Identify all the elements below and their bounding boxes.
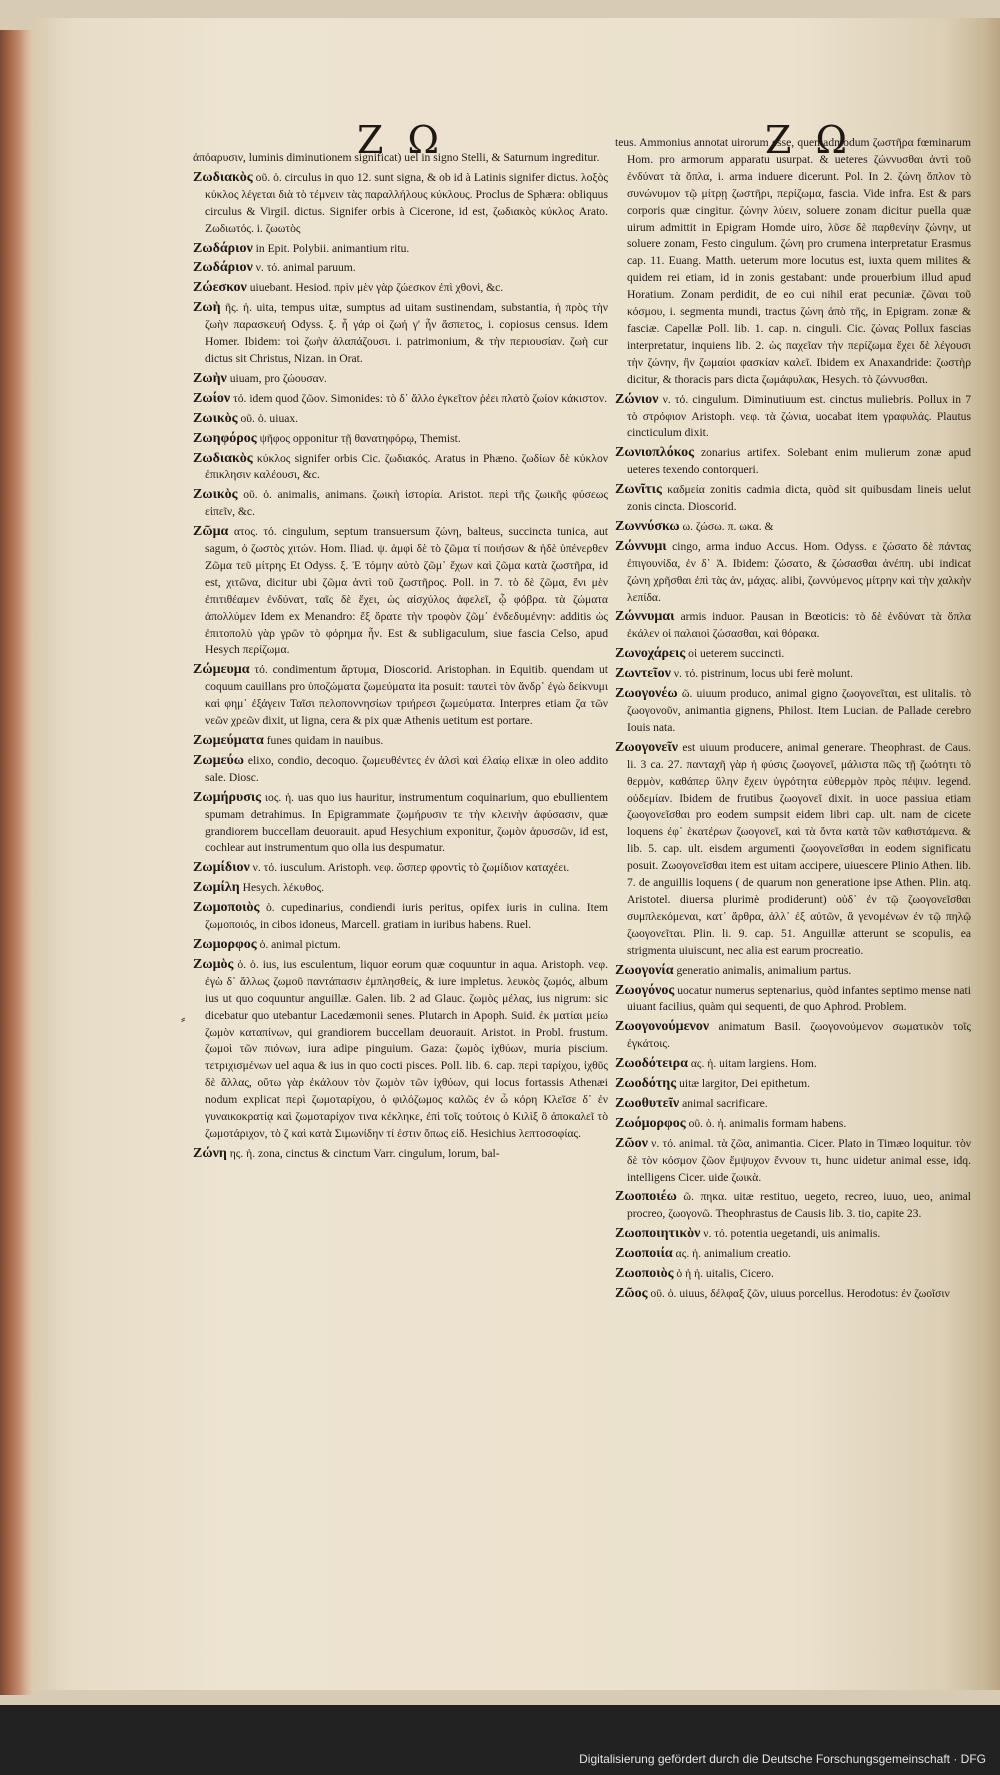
headword: Ζωδάριον (193, 260, 253, 276)
headword: Ζώμευμα (193, 662, 250, 678)
definition-text: τό. idem quod ζῶον. Simonides: τὸ δ᾽ ἄλλο ἐγκεῖτον ῥέει πλατὸ ζωίον κάκιστον. (233, 391, 607, 405)
dictionary-entry (193, 880, 608, 897)
dictionary-entry (615, 1246, 971, 1263)
headword: Ζῶον (615, 1135, 648, 1151)
definition-text: ὁ. cupedinarius, condiendi iuris peritus, opifex iuris in culina. Item ζωμοποιός, in cibos idoneus, Marcell. gratiam in iuribus habens. Ruel. (205, 901, 608, 932)
definition-text: οῦ. ὁ. uiuus, δέλφαξ ζῶν, uiuus porcellus. Herodotus: ἐν ζωοῖσιν (650, 1287, 950, 1300)
page-edge (980, 18, 1000, 1690)
definition-text: ν. τό. animal paruum. (255, 261, 356, 275)
dictionary-entry (193, 260, 608, 277)
headword: Ζωοποιέω (615, 1189, 677, 1205)
definition-text: cingo, arma induo Accus. Hom. Odyss. ε ζώσατο δὲ πάντας ἐπιγουνίδα, ἐν δ᾽ Ἀ. Ibidem: ζώσατο, & ζώσασθαι ἀνέπη. ubi indicat ζώνη χρῆσθαι ἐπὶ τὰς ἀν, μάχας. alibi, ζωννύμενος μίτρην καὶ τὴν χαλκὴν λεπίδα. (627, 539, 971, 604)
definition-text: ιος. ἡ. uas quo ius hauritur, instrumentum coquinarium, quo ebullientem spumam detrahimus. In Epigrammate ζωμήρυσιν τε τὴν κλεινὴν ἀφύσασιν, quæ grandiorem buccellam deuorauit. apud Hesychium exponitur, ζωμὸν ἀρυσσῶν, id est, cochlear aut instrumentum quo olla ius despumatur. (205, 790, 608, 855)
definition-text: uitæ largitor, Dei epithetum. (679, 1077, 811, 1091)
definition-text: οῦ. ὁ. animalis, animans. ζωικὴ ἱστορία. Aristot. περὶ τῆς ζωικῆς φύσεως εἰπεῖν, &c. (205, 488, 609, 519)
definition-text: ἀπόαρυσιν, luminis diminutionem significat) uel in signo Stelli, & Saturnum ingreditur. (193, 151, 600, 164)
headword: Ζωοθυτεῖν (615, 1095, 680, 1111)
dictionary-entry (615, 392, 971, 443)
credit-text: Digitalisierung gefördert durch die Deutsche Forschungsgemeinschaft · DFG (579, 1752, 986, 1766)
headword: Ζωμεύματα (193, 733, 264, 748)
headword: Ζωμίδιον (193, 860, 250, 876)
dictionary-entry (615, 646, 971, 663)
dictionary-entry (193, 860, 608, 877)
definition-text: ῆς. ἡ. uita, tempus uitæ, sumptus ad uitam sustinendam, substantia, ἡ πρὸς τὴν ζωὴν παρασκευή Odyss. ξ. ἦ γάρ οἱ ζωή γ' ἦν ἄσπετος, i. copiosus census. Idem Homer. Ibidem: τοὶ ζωὴν ἀλαπάζουσι. i. patrimonium, & τὴν περιουσίαν. ζωὴ cur dictus sit Christus, Nizan. in Orat. (205, 301, 609, 365)
dictionary-entry (615, 1019, 971, 1053)
dictionary-entry (193, 300, 608, 368)
headword: Ζωογονούμενον (615, 1019, 710, 1035)
dictionary-entry (615, 1116, 971, 1133)
definition-text: ν. τό. potentia uegetandi, uis animalis. (703, 1227, 881, 1241)
headword: Ζωοδότης (615, 1076, 677, 1092)
definition-text: ν. τό. animal. τὰ ζῶα, animantia. Cicer. Plato in Timæo loquitur. τὸν δὲ τὸν κόσμον ζῶον ἔμψυχον ἔννουν τι, hunc uidetur animal esse, idq. intelligens Cicer. uide ζωικὰ. (627, 1136, 971, 1184)
dictionary-entry (615, 963, 971, 980)
dictionary-entry (193, 662, 608, 730)
definition-text: οἱ ueterem succincti. (688, 647, 785, 661)
definition-text: ω. ζώσω. π. ωκα. & (682, 519, 774, 533)
definition-text: uocatur numerus septenarius, quòd infantes septimo mense nati uiuant facilius, quàm qui sequenti, de quo Aphrod. Problem. (627, 983, 971, 1014)
headword: Ζωννύσκω (615, 518, 680, 534)
definition-text: ν. τό. cingulum. Diminutiuum est. cinctus muliebris. Pollux in 7 τὸ στρόφιον Aristoph. νεφ. τὰ ζώνια, uocabat item γραφυλάς. Plautus cincticulum dixit. (627, 392, 971, 440)
definition-text: elixo, condio, decoquo. ζωμευθέντες ἐν ἁλσὶ καὶ ἐλαίῳ elixæ in oleo addito sale. Diosc. (205, 753, 608, 784)
definition-text: ῶ. uiuum produco, animal gigno ζωογονεῖται, est ulitalis. τὸ ζωογονοῦν, animantia gignens, Philost. Item Lucian. de Pallade cerebro Iouis nata. (627, 687, 971, 734)
definition-text: uiuebant. Hesiod. πρὶν μὲν γὰρ ζώεσκον ἐπὶ χθονὶ, &c. (249, 281, 504, 295)
headword: Ζωικὸς (193, 410, 238, 426)
headword: Ζωμίλη (193, 880, 240, 896)
headword: Ζωμήρυσις (193, 789, 262, 805)
running-header-left: Z Ω (357, 118, 445, 162)
dictionary-entry (193, 451, 608, 485)
dictionary-entry (193, 431, 608, 448)
definition-text: τό. condimentum ἄρτυμα, Dioscorid. Aristophan. in Equitib. quendam ut coquum cauillans pro ὑποζώματα ζωμεύματα ita posuit: ταυτεὶ τὸν ἄνδρ᾽ ἐγὼ δείκνυμι καὶ φημ᾽ ἐξάγειν Ταῖσι πελοποννησίων τριήρεσι ζωμεύματα. Interpres etiam ζα τῶν νεῶν χρεῶν dixit, ut ligna, cera & pix quæ Athenis uetitum est portare. (205, 663, 608, 728)
dictionary-entry (615, 686, 971, 737)
dictionary-entry (193, 487, 608, 521)
definition-text: generatio animalis, animalium partus. (676, 963, 852, 977)
dictionary-entry (615, 482, 971, 516)
dictionary-entry (615, 1136, 971, 1187)
dictionary-entry (615, 740, 971, 960)
headword: Ζωνῖτις (615, 482, 662, 498)
definition-text: ατος. τό. cingulum, septum transuersum ζώνη, balteus, succincta tunica, aut sagum, ὁ ζωστὸς χιτών. Hom. Iliad. ψ. ἀμφὶ δὲ τὸ ζῶμα τί ποιήσων & ἠδὲ ὑπένερθεν Ζῶμα τεῦ μίτρης Et Odyss. ξ. Ἐ τόμην αὐτὸ ζῶμ᾽ ἔχων καὶ ζῶμα κατὰ ζωστῆρα, id est, χιτῶνα, dicitur ubi ζῶμα ἀντὶ τοῦ ζωστῆρος. Poll. in 7. τὸ δὲ ζῶμα, ἔνι μὲν ἐπιτιθέαμεν ἐνδύνατ, ταῖς δὲ ἔχει, ὡς αἰσχύλος ἀφελεῖ, ᾧ φόβρα. τὰ ζώματα ἀπολλύμεν Idem ex Menandro: ἔξ ὅρατε τὴν τροφὸν ζῶμ᾽ ἐνδεδυμένην: additis ὡς ἐπιτοπολὺ γὰρ γρῶν τὸ φόρημα ἦν. Est & subligaculum, siue fascia Celso, apud Hesych περίζωμα. (205, 525, 608, 657)
definition-text: καδμεία zonitis cadmia dicta, quòd sit quibusdam lineis uelut zonis cincta. Dioscorid. (627, 483, 971, 514)
dictionary-entry (193, 1146, 608, 1163)
headword: Ζωογονία (615, 962, 674, 978)
dictionary-entry (615, 1226, 971, 1243)
headword: Ζωδάριον (193, 240, 253, 256)
headword: Ζωογόνος (615, 982, 675, 998)
dictionary-entry (193, 790, 608, 858)
running-header-right: Z Ω (765, 118, 853, 162)
headword: Ζωηφόρος (193, 430, 257, 446)
dictionary-entry (615, 519, 971, 536)
headword: Ζωικὸς (193, 487, 238, 503)
definition-text: teus. Ammonius annotat uirorum esse, quemadmodum ζωστῆρα fœminarum Hom. pro armorum apparatu usurpat. & ueteres ζώννυσθαι ἀντὶ τοῦ ἐνδύνατ τὰ ὅπλα, i. arma induere dicerunt. Pol. In 2. ζώνη ὅπλον τὸ συνώνυμον τῷ μίτρῃ ζωστῆρι, περίζωμα, fascia. Vide infra. Est & pars corporis quæ cingitur. ζώνην λύειν, soluere zonam dicitur puella quæ uirum admittit in Epigram Homde uiro, λῦσε δὲ παρθενίην ζώνην, ut soluere zonam, Festo cingulum. ζώνη pro crumena interpretatur Erasmus cap. 11. Euang. Matth. ueterum more locutus est, iuxta quem milites & quidem rei etiam, id in zonis gestabant: unde prouerbium illud apud Horatium. Zonam perdidit, de eo cui nihil erat pecuniæ. ζῶναι τοῦ κόσμου, i. segmenta mundi, tractus ζώνη ἀπὸ τῆς, in Epigram. zonæ & fasciæ. Capellæ Poll. lib. 1. cap. n. cinguli. Cic. ζώνας Pollux fascias interpretatur, inquiens lib. 2. ὡς παχεῖαν τὴν περίζωμα ἔχει δὲ λέγουσι τὴν ζώνην, ἢν ζωμαίοι φασκίαν καλεῖ. Ibidem ex Anaxandride: ζωστὴρ dicitur, & thoracis pars dicta ζωμάφυλακ, Hesych. τὸ ζώννυσθαι. (615, 136, 971, 386)
headword: Ζώεσκον (193, 280, 247, 296)
headword: Ζωνιοπλόκος (615, 445, 694, 461)
dictionary-entry (193, 371, 608, 388)
headword: Ζωοποιὸς (615, 1266, 674, 1282)
dictionary-entry (193, 524, 608, 659)
dictionary-entry (193, 280, 608, 297)
headword: Ζωοποιητικὸν (615, 1226, 701, 1242)
dictionary-entry (615, 135, 971, 389)
definition-text: ὁ ἡ ἡ. uitalis, Cicero. (676, 1267, 774, 1281)
headword: Ζῶος (615, 1286, 648, 1301)
definition-text: in Epit. Polybii. animantium ritu. (255, 241, 410, 255)
dictionary-entry (193, 937, 608, 954)
headword: Ζωίον (193, 390, 231, 406)
definition-text: κύκλος signifer orbis Cic. ζωδιακός. Aratus in Phæno. ζωδίων δὲ κύκλον ἐπικλησιν καλέουσι, &c. (205, 451, 609, 482)
headword: Ζωογονέω (615, 686, 678, 702)
dictionary-entry (615, 983, 971, 1017)
definition-text: uiuam, pro ζώουσαν. (229, 371, 327, 385)
headword: Ζωνοχάρεις (615, 646, 686, 662)
definition-text: ψῆφος opponitur τῇ θανατηφόρῳ, Themist. (259, 431, 461, 445)
definition-text: ας. ἡ. uitam largiens. Hom. (690, 1057, 817, 1071)
headword: Ζωδιακὸς (193, 450, 253, 466)
definition-text: zonarius artifex. Solebant enim mulierum zonæ apud ueteres texendo contorqueri. (627, 446, 971, 477)
headword: Ζώννυμαι (615, 609, 675, 625)
dictionary-entry (615, 445, 971, 479)
definition-text: ας. ἡ. animalium creatio. (675, 1247, 791, 1261)
headword: Ζωογονεῖν (615, 739, 678, 755)
definition-text: οῦ. ὁ. circulus in quo 12. sunt signa, & ob id à Latinis signifer dictus. λοξὸς κύκλος λέγεται διὰ τὸ τέμνειν τὰς παραλλήλους κύκλους. Proclus de Sphæra: obliquus circulus & Virgil. dictus. Signifer orbis à Cicerone, id est, ζωδιακὸς κύκλος Arato. Ζωδιωτός. i. ζωωτὸς (205, 170, 608, 235)
dictionary-entry (615, 1056, 971, 1073)
definition-text: οῦ. ὁ. uiuax. (240, 411, 299, 425)
dictionary-entry (615, 609, 971, 643)
headword: Ζωδιακὸς (193, 169, 253, 185)
headword: Ζωμεύω (193, 752, 244, 768)
definition-text: οῦ. ὁ. ἡ. animalis formam habens. (688, 1116, 847, 1130)
headword: Ζωοδότειρα (615, 1056, 688, 1072)
definition-text: ῶ. πηκα. uitæ restituo, uegeto, recreo, iuuo, ueo, animal procreo, ζωογονῶ. Theophrastus de Causis lib. 3. tio, capite 23. (627, 1190, 971, 1221)
headword: Ζωμοποιὸς (193, 900, 260, 916)
headword: Ζωὴν (193, 370, 227, 386)
dictionary-entry (193, 957, 608, 1143)
headword: Ζωντεῖον (615, 666, 671, 682)
headword: Ζωὴ (193, 300, 221, 316)
headword: Ζώννυμι (615, 538, 667, 554)
definition-text: ης. ἡ. zona, cinctus & cinctum Varr. cingulum, lorum, bal- (229, 1146, 500, 1160)
definition-text: animatum Basil. ζωογονούμενον σωματικὸν τοῖς ἐγκάτοις. (627, 1020, 971, 1051)
dictionary-entry (193, 753, 608, 787)
dictionary-entry (193, 733, 608, 750)
digitization-credit (579, 1752, 986, 1766)
definition-text: Hesych. λέκυθος. (242, 881, 325, 895)
margin-mark: ⸗ (181, 1012, 186, 1027)
definition-text: ὁ. animal pictum. (259, 937, 341, 951)
dictionary-entry (193, 170, 608, 238)
definition-text: ὁ. ὁ. ius, ius esculentum, liquor eorum quæ coquuntur in aqua. Aristoph. νεφ. ἐγὼ δ᾽ ἄλλως ζωμοῦ παντάπασιν ἐμπλησθείς, & iure impletus. λευκὸς ζωμός, album ius ut quo coquuntur anguillæ. Galen. lib. 2 ad Glauc. ζωμὸς μέλας, ius nigrum: sic dicebatur quo utebantur Lacedæmonii senes. Plutarch in Apoph. Suid. ἐκ ματίαι μείω ζωμὸν καταπίνων, qui grandiorem buccellam deuorauit. Aristot. in Probl. frustum. ζωμοὶ τῶν πιόνων, iura adipe pinguium. Gaza: ζωμὸς ἰχθύων, muria piscium. τετριχισμένων uel aqua & ius in quo cocti pisces. Poll. lib. 6. cap. περὶ ταρίχου, ἰχθῦς δὲ ἄλλας, οὕτω γὰρ ἐκάλουν τὸν ζωμὸν τῶν ἰχθύων, qui locus fortassis Athenæi nodum explicat περὶ ζωμοταρίχου, ὁ φιλόζωμος καλῶς ἐν ὦ κόρη Κλεῖσε δ᾽ ἐν γυναικοκρατίᾳ καὶ ζωμοταρίχον τινα κέκληκε, ἐπὶ τοῖς τούτοις ὁ Κιλὶξ ὃ ἀποκαλεῖ τὸ ζωμοτάριχον, τὸ ζ καὶ κατὰ Σιμωνίδην τί ἐστιν ὅπως εἰδ. Hesichius λεπτοσοφίας. (205, 957, 608, 1140)
right-column (615, 135, 971, 1306)
dictionary-entry (615, 1266, 971, 1283)
dictionary-entry (615, 666, 971, 683)
headword: Ζώνη (193, 1145, 227, 1161)
definition-text: est uiuum producere, animal generare. Theophrast. de Caus. li. 3 ca. 27. πανταχῆ γὰρ ἡ φύσις ζωογονεῖ, μάλιστα πῶς τῇ ζωότητι τὸ θερμὸν, καθάπερ ὕλην ἔχειν ὑγρότητα εὐθερμὸν πρὸς πέψιν. legend. οὐδεμίαν. Ibidem de frutibus ζωογονεῖ dixit. in uoce passiua etiam ζωογονεῖσθαι pro eodem sumpsit eidem libri cap. ult. nam de cicete loquens ἐφ᾽ ἑκατέρων ζωογονεῖ, καὶ τὰ ὄντα κατὰ τῶν καθιστάμενα. & lib. 5. cap. ult. eisdem argumenti ζωογονεῖσθαι in eodem significatu posuit. Ζωογονεῖσθαι item est uitam accipere, uiuescere Plinio Athen. lib. 7. de anguillis loquens ( de quarum non generatione ipse Athen. Plin. atq. Aristotel. diuersa plurimè prodiderunt) οὐδ᾽ ἐν τῷ ζωογονεῖσθαι συμπλεκόμεναι, κατ᾽ ἄρθρα, ἀλλ᾽ ἐξ αὐτῶν, ἃ γενομένων ἐν τῷ πηλῷ ζωογονεῖται. Plin. li. 9. cap. 51. Anguillæ atterunt se scopulis, ea strigmenta uiuiscunt, nec alia est earum procreatio. (627, 740, 971, 957)
dictionary-entry (193, 900, 608, 934)
headword: Ζώνιον (615, 391, 659, 407)
dictionary-entry (193, 391, 608, 408)
definition-text: ν. τό. iusculum. Aristoph. νεφ. ὥσπερ φροντὶς τὸ ζωμίδιον καταχέει. (252, 861, 570, 875)
dictionary-entry (193, 150, 608, 167)
definition-text: animal sacrificare. (682, 1096, 768, 1110)
dictionary-entry (615, 539, 971, 607)
headword: Ζωμορφος (193, 936, 257, 952)
dictionary-entry (615, 1189, 971, 1223)
definition-text: armis induor. Pausan in Bœoticis: τὸ δὲ ἐνδύνατ τὰ ὅπλα ἐκάλεν οἱ παλαιοὶ ζώσασθαι, καὶ θόρακα. (627, 610, 971, 641)
headword: Ζωοποιία (615, 1246, 673, 1262)
headword: Ζῶμα (193, 524, 229, 540)
dictionary-entry (193, 241, 608, 258)
dictionary-entry (193, 411, 608, 428)
dictionary-entry (615, 1286, 971, 1303)
dictionary-entry (615, 1076, 971, 1093)
dictionary-entry (615, 1096, 971, 1113)
definition-text: funes quidam in nauibus. (266, 734, 384, 747)
headword: Ζωμὸς (193, 956, 234, 972)
book-spine (0, 30, 34, 1695)
definition-text: ν. τό. pistrinum, locus ubi ferè molunt. (673, 667, 854, 681)
left-column (193, 150, 608, 1166)
headword: Ζωόμορφος (615, 1115, 686, 1131)
